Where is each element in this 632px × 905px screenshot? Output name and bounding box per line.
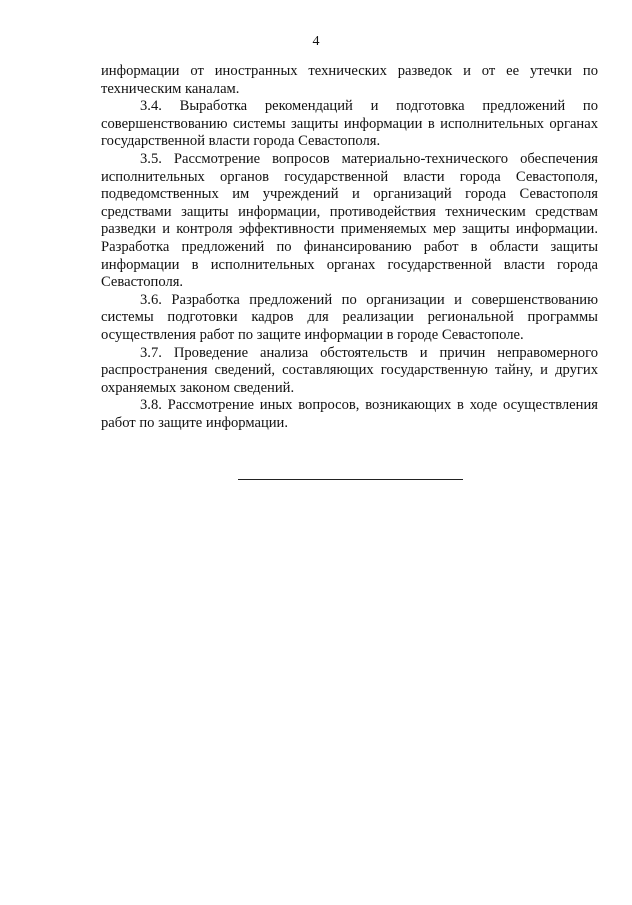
paragraph-3-4: 3.4. Выработка рекомендаций и подготовка предложений по совершенствованию системы защиты информации в исполнительных органах государственной власти города Севастополя.	[101, 98, 598, 150]
paragraph-3-8: 3.8. Рассмотрение иных вопросов, возникающих в ходе осуществления работ по защите информации.	[101, 397, 598, 431]
document-body	[101, 63, 598, 432]
paragraph-3-5: 3.5. Рассмотрение вопросов материально-технического обеспечения исполнительных органов государственной власти города Севастополя, подведомственных им учреждений и организаций города Севастополя средствами защиты информации, противодействия техническим средствам разведки и контроля эффективности применяемых мер защиты информации. Разработка предложений по финансированию работ в области защиты информации в исполнительных органах государственной власти города Севастополя.	[101, 150, 598, 291]
paragraph-continuation: информации от иностранных технических разведок и от ее утечки по техническим каналам.	[101, 63, 598, 97]
end-divider-line	[238, 479, 463, 480]
paragraph-3-7: 3.7. Проведение анализа обстоятельств и причин неправомерного распространения сведений, составляющих государственную тайну, и других охраняемых законом сведений.	[101, 344, 598, 396]
paragraph-3-6: 3.6. Разработка предложений по организации и совершенствованию системы подготовки кадров для реализации региональной программы осуществления работ по защите информации в городе Севастополе.	[101, 291, 598, 343]
page-number: 4	[312, 34, 320, 49]
